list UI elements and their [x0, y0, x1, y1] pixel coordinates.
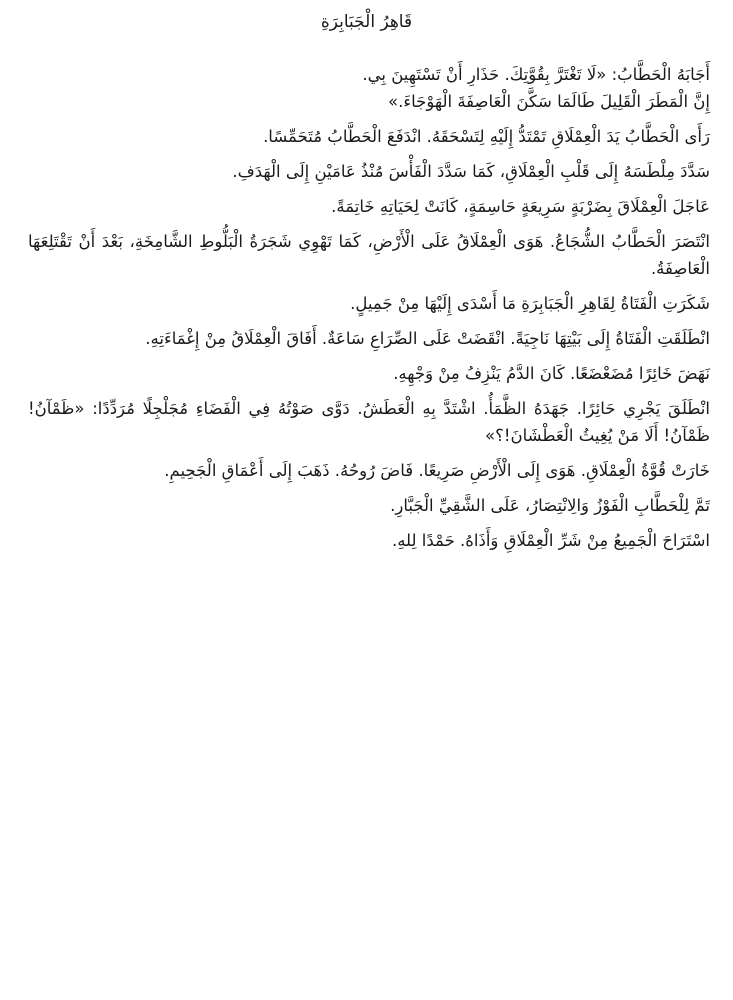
paragraph-4: سَدَّدَ مِلْطَسَهُ إِلَى قَلْبِ الْعِمْلَاقِ، كَمَا سَدَّدَ الْفَأْسَ مُنْذُ عَامَيْنِ إِلَى الْهَدَفِ.	[232, 162, 710, 181]
paragraph-7: شَكَرَتِ الْفَتَاةُ لِقَاهِرِ الْجَبَابِرَةِ مَا أَسْدَى إِلَيْهَا مِنْ جَمِيلٍ.	[350, 294, 710, 313]
paragraph-6: انْتَصَرَ الْحَطَّابُ الشُّجَاعُ. هَوَى الْعِمْلَاقُ عَلَى الْأَرْضِ، كَمَا تَهْوِي شَجَرَةُ الْبَلُّوطِ الشَّامِخَةِ، بَعْدَ أَنْ تَقْتَلِعَهَا الْعَاصِفَةُ.	[28, 232, 710, 278]
paragraph-5: عَاجَلَ الْعِمْلَاقَ بِضَرْبَةٍ سَرِيعَةٍ حَاسِمَةٍ، كَانَتْ لِحَيَاتِهِ خَاتِمَةً.	[331, 197, 710, 216]
paragraph-3: رَأَى الْحَطَّابُ يَدَ الْعِمْلَاقِ تَمْتَدُّ إِلَيْهِ لِتَسْحَقَهُ. انْدَفَعَ الْحَطَّابُ مُتَحَمِّسًا.	[263, 127, 710, 146]
paragraph-1: أَجَابَهُ الْحَطَّابُ: «لَا تَغْتَرَّ بِقُوَّتِكَ. حَذَارِ أَنْ تَسْتَهِينَ بِي.	[362, 65, 710, 84]
paragraph-10: انْطَلَقَ يَجْرِي حَائِرًا. جَهَدَهُ الظَّمَأُ. اشْتَدَّ بِهِ الْعَطَشُ. دَوَّى صَوْتُهُ فِي الْفَضَاءِ مُجَلْجِلًا مُرَدِّدًا: «ظَمْآنُ! ظَمْآنُ! أَلَا مَنْ يُغِيثُ الْعَطْشَانَ!؟»	[28, 399, 710, 445]
story-text	[28, 61, 710, 562]
paragraph-2: إِنَّ الْمَطَرَ الْقَلِيلَ طَالَمَا سَكَّنَ الْعَاصِفَةَ الْهَوْجَاءَ.»	[388, 92, 710, 111]
paragraph-9: نَهَضَ خَائِرًا مُضَعْضَعًا. كَانَ الدَّمُ يَنْزِفُ مِنْ وَجْهِهِ.	[393, 364, 710, 383]
paragraph-13: اسْتَرَاحَ الْجَمِيعُ مِنْ شَرِّ الْعِمْلَاقِ وَأَذَاهُ. حَمْدًا لِلهِ.	[391, 531, 710, 550]
paragraph-11: خَارَتْ قُوَّةُ الْعِمْلَاقِ. هَوَى إِلَى الْأَرْضِ صَرِيعًا. فَاضَ رُوحُهُ. ذَهَبَ إِلَى أَعْمَاقِ الْجَحِيمِ.	[164, 461, 710, 480]
page-title: قَاهِرُ الْجَبَابِرَةِ	[320, 12, 413, 32]
paragraph-8: انْطَلَقَتِ الْفَتَاةُ إِلَى بَيْتِهَا نَاجِيَةً. انْقَضَتْ عَلَى الصِّرَاعِ سَاعَةٌ. أَفَاقَ الْعِمْلَاقُ مِنْ إِغْمَاءَتِهِ.	[145, 329, 710, 348]
paragraph-12: تَمَّ لِلْحَطَّابِ الْفَوْزُ وَالِانْتِصَارُ، عَلَى الشَّقِيِّ الْجَبَّارِ.	[390, 496, 710, 515]
